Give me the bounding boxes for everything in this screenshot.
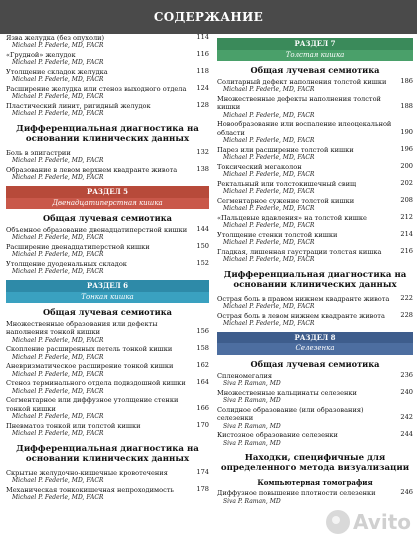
toc-entry xyxy=(6,102,209,118)
entry-page: 124 xyxy=(196,84,209,92)
toc-entry xyxy=(217,431,413,447)
entry-page: 188 xyxy=(400,102,413,111)
entry-title: Гладкая, лишенная гаустрации толстая кишка xyxy=(217,247,382,256)
entry-author: Michael P. Federle, MD, FACR xyxy=(12,387,104,395)
toc-entry xyxy=(6,379,209,395)
entry-title: Скопление расширенных петель тонкой кишки xyxy=(6,345,173,354)
entry-page: 212 xyxy=(400,212,413,221)
toc-entry xyxy=(217,489,413,505)
entry-title: Скрытые желудочно-кишечные кровотечения xyxy=(6,468,168,477)
entry-title: Новообразование или воспаление илеоцекальной области xyxy=(217,120,392,137)
toc-entry xyxy=(6,362,209,378)
entry-title: Пластический линит, ригидный желудок xyxy=(6,102,151,110)
toc-entry xyxy=(217,78,413,94)
page-title: СОДЕРЖАНИЕ xyxy=(153,10,264,24)
section-8-banner xyxy=(217,332,413,355)
entry-page: 186 xyxy=(400,77,413,85)
entry-page: 170 xyxy=(196,420,209,429)
toc-entry xyxy=(217,163,413,179)
toc-entry xyxy=(217,197,413,213)
entry-page: 208 xyxy=(400,195,413,204)
entry-title: Ректальный или толстокишечный свищ xyxy=(217,179,357,188)
ct-entries xyxy=(217,489,413,505)
left-diff1-entries xyxy=(6,149,209,182)
entry-author: Michael P. Federle, MD, FACR xyxy=(223,137,315,145)
entry-page: 166 xyxy=(196,403,209,412)
entry-author: Michael P. Federle, MD, FACR xyxy=(12,251,104,259)
entry-author: Michael P. Federle, MD, FACR xyxy=(223,111,315,119)
page-header xyxy=(0,0,417,34)
toc-entry xyxy=(6,422,209,438)
section-name: Селезенка xyxy=(217,343,413,355)
section-label: РАЗДЕЛ 7 xyxy=(217,38,413,50)
entry-author: Michael P. Federle, MD, FACR xyxy=(223,205,315,213)
entry-author: Michael P. Federle, MD, FACR xyxy=(12,59,104,67)
entry-title: Расширение желудка или стеноз выходного отдела xyxy=(6,85,187,93)
left-column xyxy=(6,34,209,540)
entry-page: 202 xyxy=(400,178,413,187)
entry-page: 214 xyxy=(400,229,413,238)
entry-title: Солитарный дефект наполнения толстой кишки xyxy=(217,78,387,86)
entry-author: Michael P. Federle, MD, FACR xyxy=(12,42,104,50)
entry-page: 200 xyxy=(400,161,413,170)
entry-title: Токсический мегаколон xyxy=(217,162,302,171)
entry-title: Механическая тонкокишечная непроходимость xyxy=(6,485,175,494)
toc-entry xyxy=(6,166,209,182)
entry-page: 178 xyxy=(196,484,209,493)
entry-title: Расширение двенадцатиперстной кишки xyxy=(6,243,150,251)
toc-entry xyxy=(217,312,413,328)
sem8-entries xyxy=(217,372,413,447)
toc-entry xyxy=(6,320,209,344)
entry-page: 246 xyxy=(400,488,413,497)
entry-author: Siva P. Raman, MD xyxy=(223,439,281,447)
sem7-entries xyxy=(217,78,413,264)
semiotics-title: Общая лучевая семиотика xyxy=(43,213,172,223)
section-name: Толстая кишка xyxy=(217,50,413,62)
entry-author: Michael P. Federle, MD, FACR xyxy=(12,110,104,118)
section-name: Двенадцатиперстная кишка xyxy=(6,198,209,210)
toc-entry xyxy=(6,469,209,485)
entry-author: Michael P. Federle, MD, FACR xyxy=(12,370,104,378)
entry-page: 116 xyxy=(196,50,209,58)
entry-title: Стеноз терминального отдела подвздошной кишки xyxy=(6,379,186,388)
entry-page: 236 xyxy=(400,370,413,379)
entry-title: Боль в эпигастрии xyxy=(6,149,71,157)
section-label: РАЗДЕЛ 6 xyxy=(6,280,209,292)
section-label: РАЗДЕЛ 8 xyxy=(217,332,413,344)
entry-title: Пневматоз тонкой или толстой кишки xyxy=(6,421,141,430)
entry-author: Michael P. Federle, MD, FACR xyxy=(12,157,104,165)
diff-title: Дифференциальная диагностика на основании клинических данных xyxy=(16,124,199,144)
entry-author: Michael P. Federle, MD, FACR xyxy=(223,222,315,230)
entry-author: Michael P. Federle, MD, FACR xyxy=(12,174,104,182)
entry-title: Острая боль в правом нижнем квадранте живота xyxy=(217,294,390,303)
section-name: Тонкая кишка xyxy=(6,292,209,304)
entry-author: Michael P. Federle, MD, FACR xyxy=(223,320,315,328)
entry-page: 222 xyxy=(400,293,413,302)
entry-author: Michael P. Federle, MD, FACR xyxy=(12,430,104,438)
left-diff2-entries xyxy=(6,469,209,502)
entry-title: Язва желудка (без опухоли) xyxy=(6,34,105,42)
toc-entry xyxy=(217,180,413,196)
entry-author: Michael P. Federle, MD, FACR xyxy=(12,268,104,276)
diff-title: Дифференциальная диагностика на основании клинических данных xyxy=(16,443,199,464)
toc-entry xyxy=(217,231,413,247)
entry-author: Siva P. Raman, MD xyxy=(223,422,281,430)
entry-page: 244 xyxy=(400,430,413,439)
entry-title: Аневризматическое расширение тонкой кишки xyxy=(6,362,174,371)
entry-author: Michael P. Federle, MD, FACR xyxy=(12,494,104,502)
section-5-banner xyxy=(6,186,209,209)
entry-author: Michael P. Federle, MD, FACR xyxy=(12,234,104,242)
entry-page: 242 xyxy=(400,413,413,422)
semiotics-title: Общая лучевая семиотика xyxy=(250,358,380,369)
ct-title: Компьютерная томография xyxy=(257,478,373,488)
entry-author: Siva P. Raman, MD xyxy=(223,380,281,388)
entry-title: Утолщение стенки толстой кишки xyxy=(217,230,338,239)
entry-author: Michael P. Federle, MD, FACR xyxy=(223,188,315,196)
watermark-text: Avito xyxy=(353,510,411,534)
entry-author: Michael P. Federle, MD, FACR xyxy=(223,256,315,264)
left-top-entries xyxy=(6,34,209,118)
entry-title: «Грудной» желудок xyxy=(6,51,76,59)
entry-author: Michael P. Federle, MD, FACR xyxy=(12,76,104,84)
toc-entry xyxy=(217,372,413,388)
entry-title: Сегментарное сужение толстой кишки xyxy=(217,196,355,205)
entry-page: 144 xyxy=(196,225,209,233)
right-column xyxy=(217,34,413,540)
entry-page: 158 xyxy=(196,344,209,353)
toc-entry xyxy=(217,248,413,264)
entry-page: 174 xyxy=(196,467,209,476)
toc-entry xyxy=(6,486,209,502)
toc-entry xyxy=(217,389,413,405)
avito-logo-icon xyxy=(326,510,350,534)
entry-page: 138 xyxy=(196,165,209,173)
entry-page: 164 xyxy=(196,378,209,387)
entry-page: 190 xyxy=(400,127,413,136)
section-label: РАЗДЕЛ 5 xyxy=(6,186,209,198)
entry-author: Michael P. Federle, MD, FACR xyxy=(12,336,104,344)
entry-page: 216 xyxy=(400,246,413,255)
toc-entry xyxy=(6,396,209,420)
toc-entry xyxy=(217,295,413,311)
toc-entry xyxy=(6,243,209,259)
toc-entry xyxy=(217,214,413,230)
entry-author: Michael P. Federle, MD, FACR xyxy=(223,86,315,94)
toc-entry xyxy=(6,34,209,50)
semiotics-title: Общая лучевая семиотика xyxy=(43,307,172,317)
toc-entry xyxy=(217,120,413,144)
toc-entry xyxy=(6,149,209,165)
diff7-entries xyxy=(217,295,413,328)
toc-entry xyxy=(6,226,209,242)
entry-title: Образование в левом верхнем квадранте живота xyxy=(6,166,178,174)
entry-page: 156 xyxy=(196,327,209,336)
toc-entry xyxy=(217,406,413,430)
sem6-entries xyxy=(6,320,209,438)
toc-entry xyxy=(6,85,209,101)
toc-entry xyxy=(6,345,209,361)
entry-page: 132 xyxy=(196,148,209,156)
entry-title: Утолщение складок желудка xyxy=(6,68,108,76)
entry-title: Сегментарное или диффузное утолщение стенки тонкой кишки xyxy=(6,396,179,413)
toc-entry xyxy=(6,68,209,84)
section-7-banner xyxy=(217,38,413,61)
entry-title: «Пальцевые вдавления» на толстой кишке xyxy=(217,213,367,222)
entry-author: Siva P. Raman, MD xyxy=(223,497,281,505)
entry-page: 162 xyxy=(196,361,209,370)
entry-author: Siva P. Raman, MD xyxy=(223,397,281,405)
entry-page: 128 xyxy=(196,101,209,109)
findings-title: Находки, специфичные для определенного метода визуализации xyxy=(220,453,410,474)
toc-entry xyxy=(6,51,209,67)
entry-page: 114 xyxy=(196,33,209,41)
entry-page: 196 xyxy=(400,144,413,153)
entry-title: Кистозное образование селезенки xyxy=(217,431,338,440)
entry-page: 150 xyxy=(196,242,209,250)
entry-page: 240 xyxy=(400,387,413,396)
entry-page: 152 xyxy=(196,259,209,267)
entry-author: Michael P. Federle, MD, FACR xyxy=(223,171,315,179)
entry-page: 118 xyxy=(196,67,209,75)
semiotics-title: Общая лучевая семиотика xyxy=(250,65,380,75)
entry-title: Спленомегалия xyxy=(217,371,273,380)
entry-page: 228 xyxy=(400,310,413,319)
entry-title: Парез или расширение толстой кишки xyxy=(217,145,354,154)
entry-title: Утолщение дуоденальных складок xyxy=(6,260,127,268)
diff-title: Дифференциальная диагностика на основании клинических данных xyxy=(223,269,407,290)
entry-author: Michael P. Federle, MD, FACR xyxy=(12,353,104,361)
watermark xyxy=(326,510,411,534)
entry-author: Michael P. Federle, MD, FACR xyxy=(12,477,104,485)
toc-entry xyxy=(217,95,413,119)
toc-entry xyxy=(6,260,209,276)
entry-title: Объемное образование двенадцатиперстной кишки xyxy=(6,226,188,234)
entry-title: Диффузное повышение плотности селезенки xyxy=(217,489,376,498)
entry-title: Острая боль в левом нижнем квадранте живота xyxy=(217,311,385,320)
entry-title: Солидное образование (или образования) селезенки xyxy=(217,405,364,423)
entry-author: Michael P. Federle, MD, FACR xyxy=(12,93,104,101)
toc-entry xyxy=(217,146,413,162)
entry-title: Множественные образования или дефекты наполнения тонкой кишки xyxy=(6,320,158,337)
sem5-entries xyxy=(6,226,209,276)
entry-author: Michael P. Federle, MD, FACR xyxy=(223,303,315,311)
entry-author: Michael P. Federle, MD, FACR xyxy=(223,154,315,162)
entry-author: Michael P. Federle, MD, FACR xyxy=(12,413,104,421)
entry-title: Множественные кальцинаты селезенки xyxy=(217,388,357,397)
entry-title: Множественные дефекты наполнения толстой кишки xyxy=(217,95,381,112)
entry-author: Michael P. Federle, MD, FACR xyxy=(223,239,315,247)
section-6-banner xyxy=(6,280,209,303)
